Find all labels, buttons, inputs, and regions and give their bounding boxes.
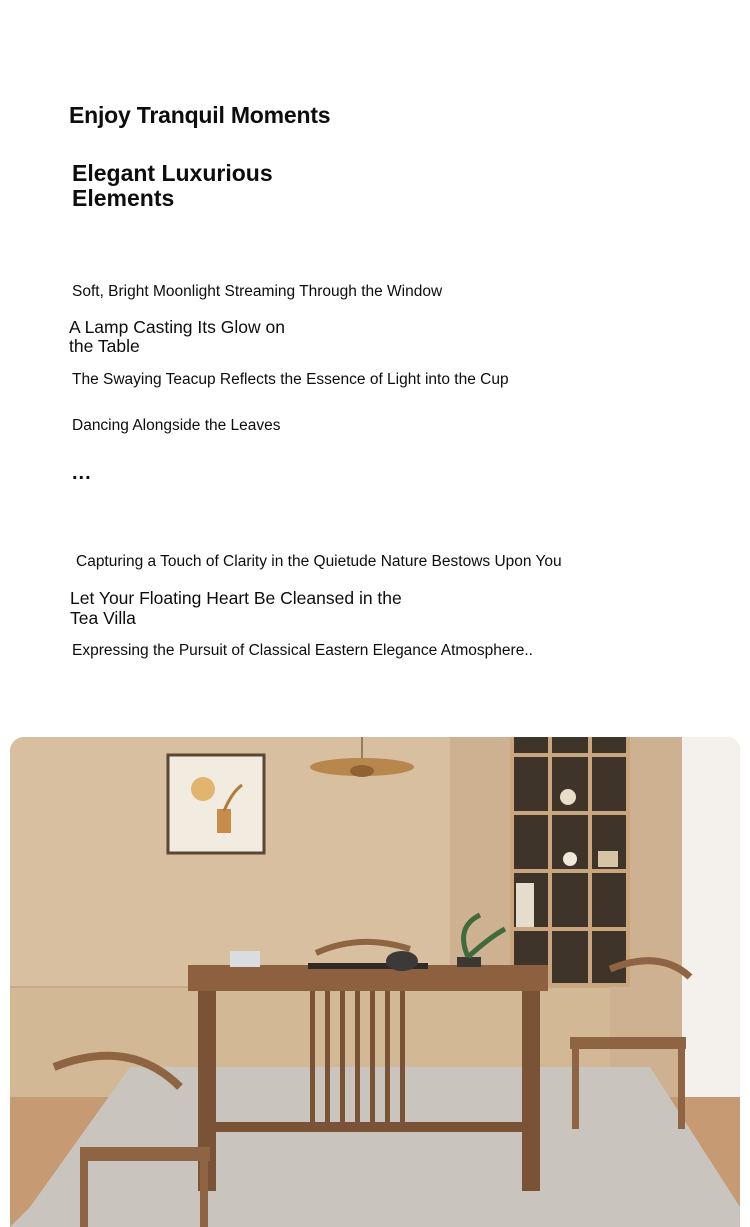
tea-room-photo xyxy=(10,737,740,1227)
teapot xyxy=(386,951,418,971)
text-line-leaves: Dancing Alongside the Leaves xyxy=(72,417,281,434)
text-line-lamp: A Lamp Casting Its Glow on the Table xyxy=(69,317,285,356)
shelf-books xyxy=(516,883,534,927)
shelf-decor-3 xyxy=(563,852,577,866)
shelf-decor-2 xyxy=(598,851,618,867)
shelf-decor-1 xyxy=(560,789,576,805)
text-line-moonlight: Soft, Bright Moonlight Streaming Through the Window xyxy=(72,283,443,300)
plant-pot xyxy=(457,957,481,967)
text-line-teacup: The Swaying Teacup Reflects the Essence of Light into the Cup xyxy=(72,371,509,388)
page-title: Enjoy Tranquil Moments xyxy=(69,102,331,128)
kettle xyxy=(230,951,260,967)
art-frame xyxy=(168,755,264,853)
text-line-clarity: Capturing a Touch of Clarity in the Quietude Nature Bestows Upon You xyxy=(76,553,562,570)
curtain xyxy=(682,737,740,1097)
page-subtitle: Elegant Luxurious Elements xyxy=(72,160,273,211)
art-vase xyxy=(217,809,231,833)
table-leg-right xyxy=(522,991,540,1191)
text-line-elegance: Expressing the Pursuit of Classical Eastern Elegance Atmosphere.. xyxy=(72,642,533,659)
ellipsis: ... xyxy=(72,462,92,484)
tea-room-illustration xyxy=(10,737,740,1227)
text-line-floating-heart: Let Your Floating Heart Be Cleansed in the Tea Villa xyxy=(70,588,402,628)
lamp-center xyxy=(350,765,374,777)
table-base xyxy=(210,1122,530,1132)
art-sun xyxy=(191,777,215,801)
